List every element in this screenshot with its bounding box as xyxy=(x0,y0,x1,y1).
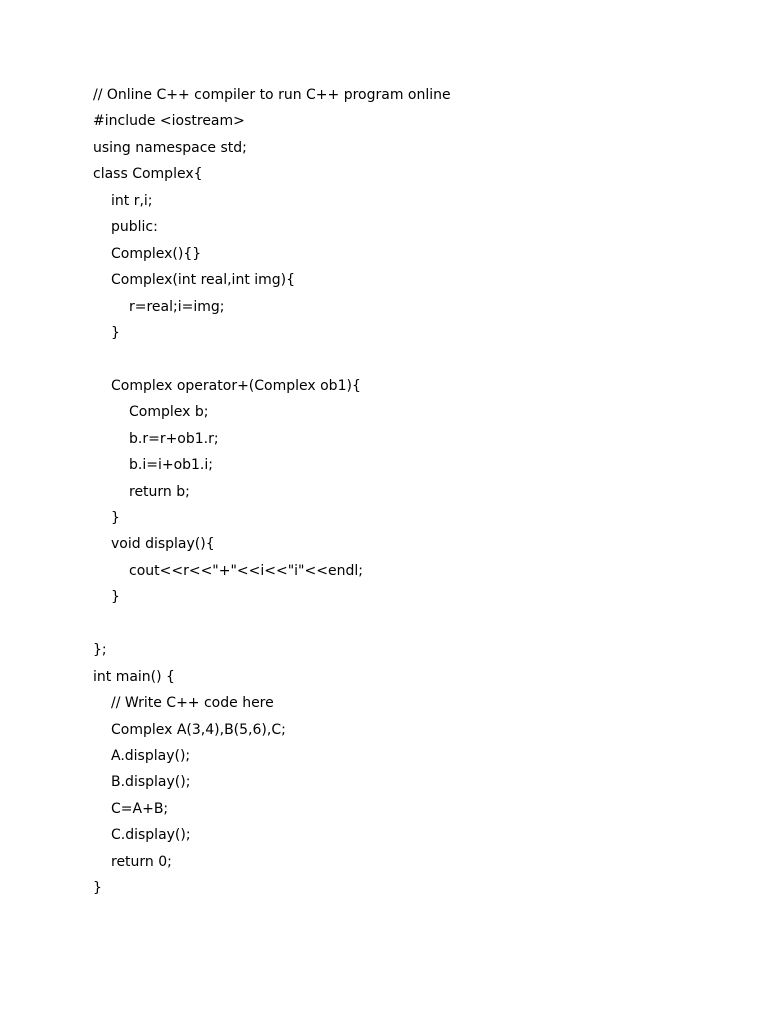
code-line: int main() { xyxy=(93,668,175,685)
code-line: Complex(int real,int img){ xyxy=(111,272,296,289)
code-line: // Write C++ code here xyxy=(111,695,274,712)
code-line: // Online C++ compiler to run C++ program online xyxy=(93,87,451,103)
code-line: Complex(){} xyxy=(111,245,202,262)
code-line: class Complex{ xyxy=(93,166,203,183)
code-line: }; xyxy=(93,642,107,659)
code-line: int r,i; xyxy=(111,192,153,209)
code-line: Complex operator+(Complex ob1){ xyxy=(111,377,361,394)
code-line: cout<<r<<"+"<<i<<"i"<<endl; xyxy=(129,562,363,579)
code-line: } xyxy=(111,589,120,606)
code-line: return b; xyxy=(129,483,190,500)
code-line: B.display(); xyxy=(111,774,191,791)
code-line xyxy=(93,346,733,372)
code-line: } xyxy=(111,324,120,341)
code-line: using namespace std; xyxy=(93,139,247,156)
code-line: b.i=i+ob1.i; xyxy=(129,457,213,474)
code-line: void display(){ xyxy=(111,536,215,553)
code-line: #include <iostream> xyxy=(93,113,245,130)
code-line: A.display(); xyxy=(111,747,191,764)
code-line: public: xyxy=(111,219,158,236)
code-listing xyxy=(93,82,733,902)
code-line: } xyxy=(93,880,102,897)
code-line: Complex b; xyxy=(129,404,209,421)
code-line xyxy=(93,611,733,637)
code-line: r=real;i=img; xyxy=(129,298,225,315)
code-line: b.r=r+ob1.r; xyxy=(129,430,219,447)
code-line: return 0; xyxy=(111,853,172,870)
code-line: C.display(); xyxy=(111,827,191,844)
code-line: } xyxy=(111,510,120,526)
code-line: C=A+B; xyxy=(111,800,169,817)
code-line: Complex A(3,4),B(5,6),C; xyxy=(111,721,286,738)
